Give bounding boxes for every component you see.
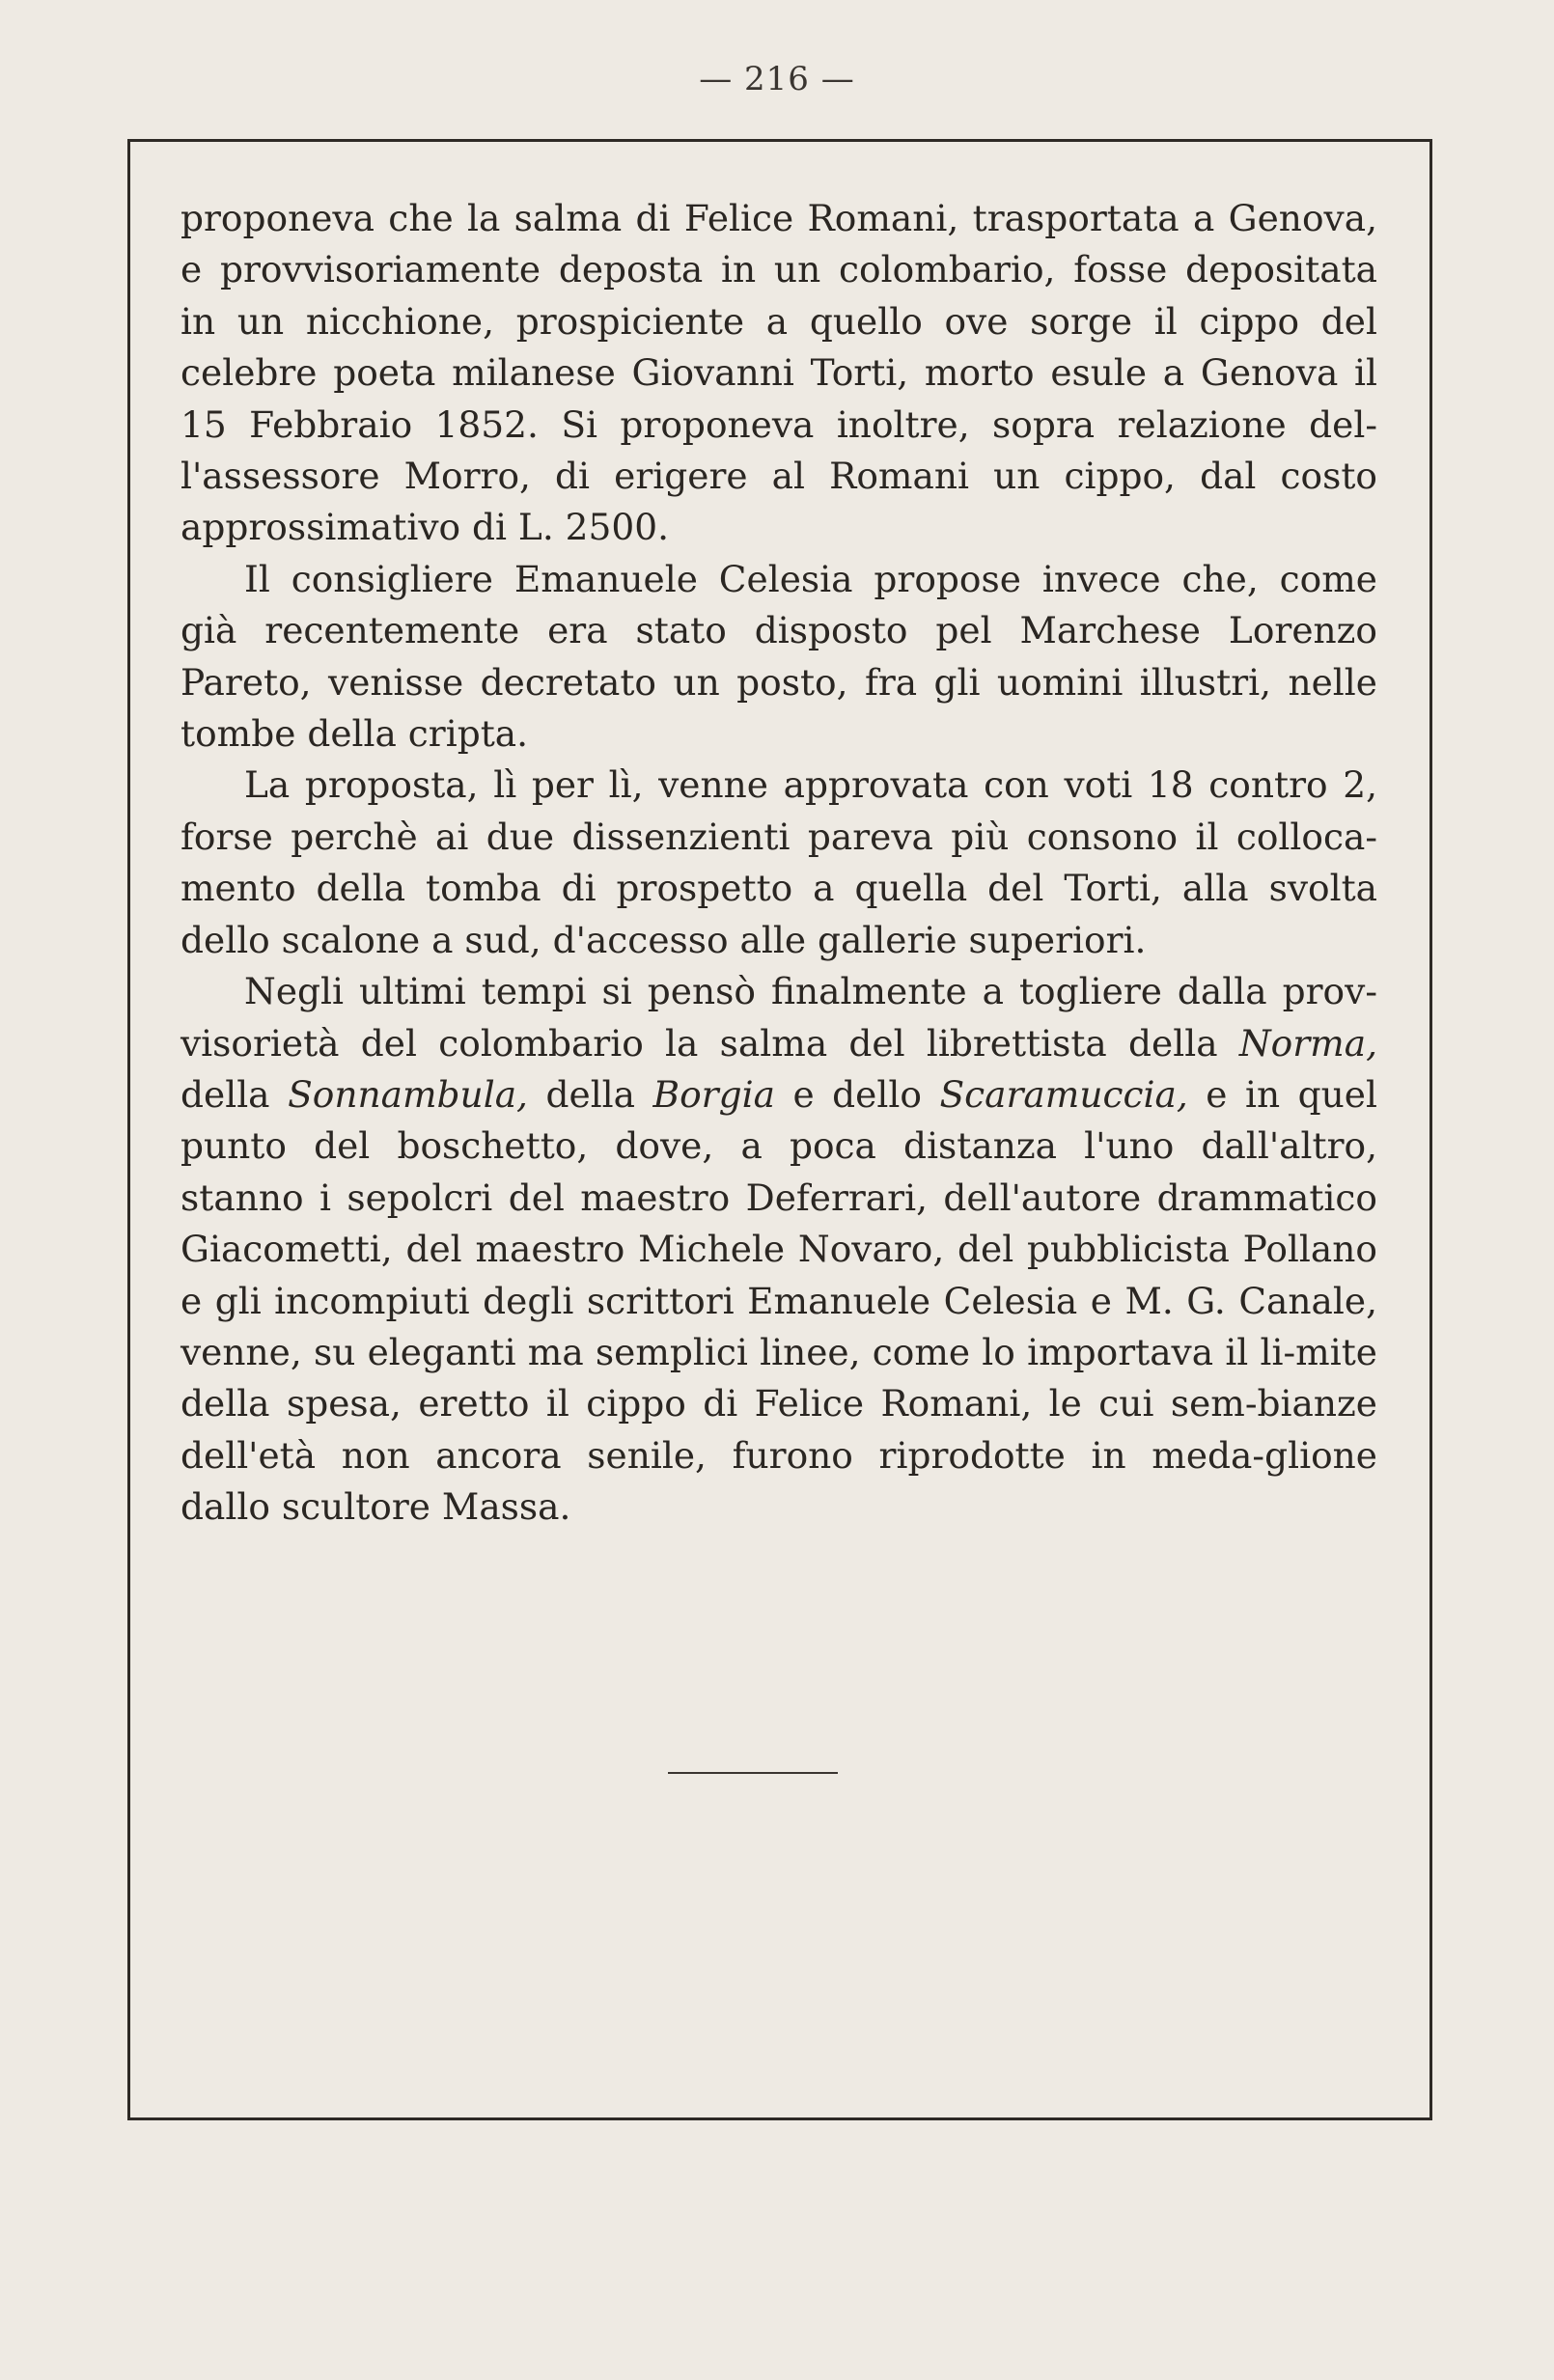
paragraph-2: Il consigliere Emanuele Celesia propose invece che, come già recentemente era stato disposto pel Marchese Lorenzo Pareto, venisse decretato un posto, fra gli uomini illustri, nelle tombe della cripta.	[180, 557, 1377, 756]
title-scaramuccia: Scaramuccia,	[939, 1072, 1188, 1116]
paragraph-4-text: della	[527, 1072, 653, 1116]
title-borgia: Borgia	[652, 1072, 775, 1116]
paragraph-3: La proposta, lì per lì, venne approvata con voti 18 contro 2, forse perchè ai due dissenzienti pareva più consono il colloca-mento della tomba di prospetto a quella del Torti, alla svolta dello scalone a sud, d'accesso alle gallerie superiori.	[180, 763, 1377, 961]
title-norma: Norma,	[1238, 1021, 1377, 1065]
paragraph-4	[180, 966, 1377, 1533]
paragraph-4-text: Negli ultimi tempi si pensò finalmente a togliere dalla prov-visorietà del colombario la salma del librettista della	[180, 970, 1377, 1065]
body-text	[180, 193, 1377, 1534]
section-separator	[668, 1772, 838, 1774]
paragraph-4-text: e in quel punto del boschetto, dove, a poca distanza l'uno dall'altro, stanno i sepolcri del maestro Deferrari, dell'autore drammatico Giacometti, del maestro Michele Novaro, del pubblicista Pollano e gli incompiuti degli scrittori Emanuele Celesia e M. G. Canale, venne, su eleganti ma semplici linee, come lo importava il li-mite della spesa, eretto il cippo di Felice Romani, le cui sem-bianze dell'età non ancora senile, furono riprodotte in meda-glione dallo scultore Massa.	[180, 1072, 1377, 1529]
paragraph-1: proponeva che la salma di Felice Romani, trasportata a Genova, e provvisoriamente deposta in un colombario, fosse depositata in un nicchione, prospiciente a quello ove sorge il cippo del celebre poeta milanese Giovanni Torti, morto esule a Genova il 15 Febbraio 1852. Si proponeva inoltre, sopra relazione del-l'assessore Morro, di erigere al Romani un cippo, dal costo approssimativo di L. 2500.	[180, 197, 1377, 549]
page-number: — 216 —	[699, 60, 855, 98]
paragraph-4-text: e dello	[774, 1072, 940, 1116]
title-sonnambula: Sonnambula,	[288, 1072, 528, 1116]
paragraph-4-text: della	[180, 1072, 289, 1116]
